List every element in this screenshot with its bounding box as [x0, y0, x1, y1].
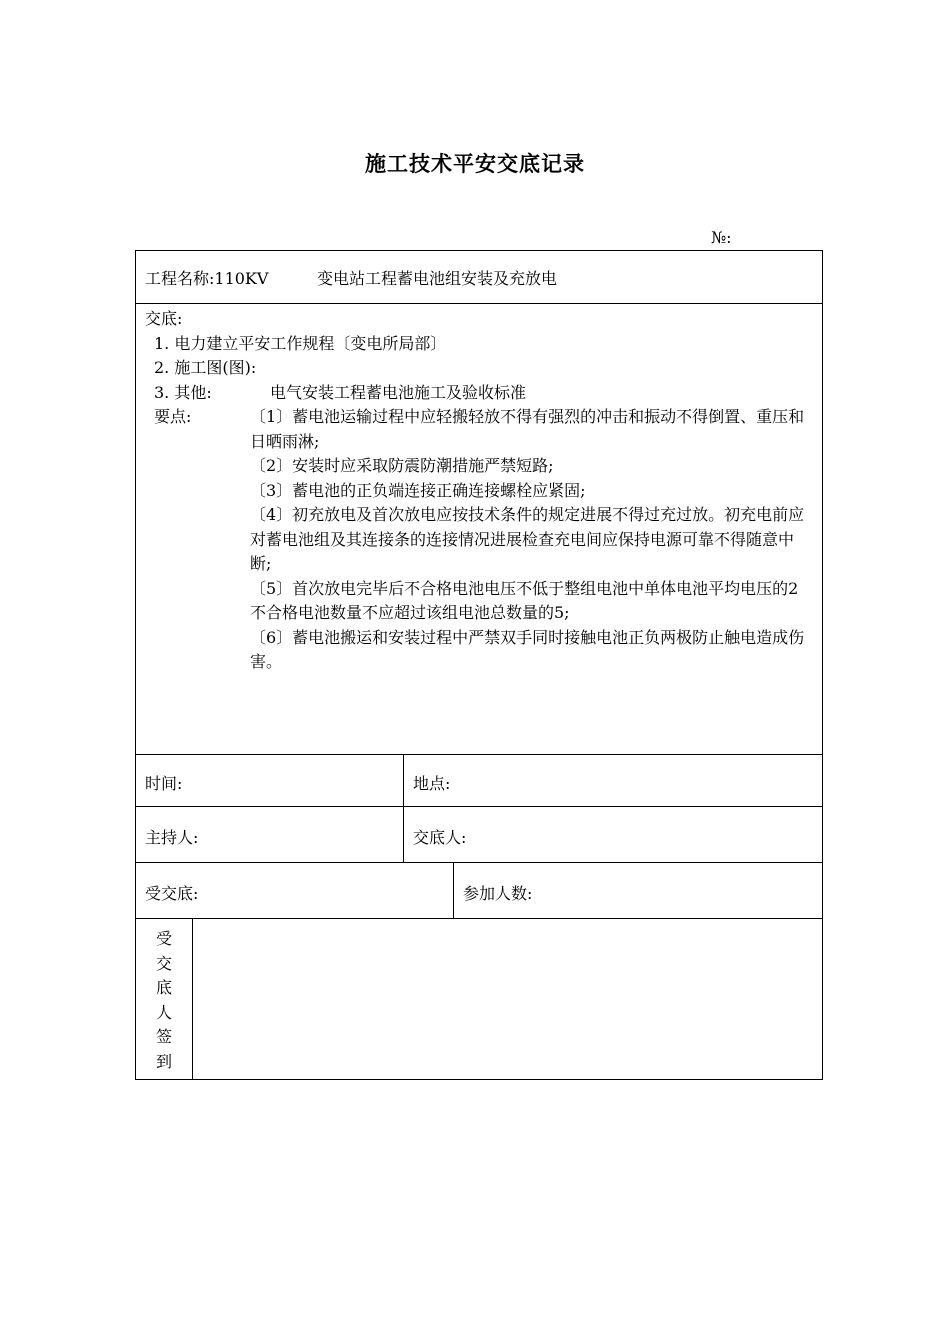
- disclosure-other-label: 3. 其他:: [154, 382, 212, 402]
- signature-label-char: 受: [155, 929, 172, 948]
- place-label: 地点:: [413, 774, 451, 793]
- document-number-label: №:: [711, 228, 732, 247]
- point-item: 〔4〕初充放电及首次放电应按技术条件的规定进展不得过充过放。初充电前应对蓄电池组及其连接条的连接情况进展检查充电间应保持电源可靠不得随意中断;: [250, 505, 805, 573]
- disclosure-item: 2. 施工图(图):: [154, 358, 257, 377]
- column-divider: [453, 863, 454, 919]
- host-label: 主持人:: [145, 828, 199, 847]
- host-discloser-row: [136, 807, 822, 863]
- disclosure-item: 1. 电力建立平安工作规程〔变电所局部〕: [154, 333, 447, 353]
- point-item: 〔6〕蓄电池搬运和安装过程中严禁双手同时接触电池正负两极防止触电造成伤害。: [250, 627, 805, 671]
- signature-label-char: 底: [155, 978, 172, 997]
- point-item: 〔3〕蓄电池的正负端连接正确连接螺栓应紧固;: [250, 480, 586, 500]
- disclosure-form: [135, 250, 823, 1080]
- signature-row: [136, 919, 822, 1079]
- signature-label-char: 签: [155, 1027, 172, 1046]
- signature-label-char: 交: [155, 953, 172, 973]
- signature-label: [136, 927, 192, 1074]
- receiver-participants-row: [136, 863, 822, 919]
- point-item: 〔5〕首次放电完毕后不合格电池电压不低于整组电池中单体电池平均电压的2不合格电池数量不应超过该组电池总数量的5;: [250, 578, 799, 622]
- time-label: 时间:: [145, 774, 183, 793]
- time-place-row: [136, 755, 822, 807]
- participants-label: 参加人数:: [463, 884, 533, 903]
- page-title: 施工技术平安交底记录: [365, 151, 585, 176]
- disclosure-label: 交底:: [145, 309, 183, 328]
- points-list: [250, 405, 810, 675]
- project-label: 工程名称:110KV: [145, 269, 269, 288]
- signature-label-char: 到: [155, 1051, 172, 1071]
- disclosure-other-value: 电气安装工程蓄电池施工及验收标准: [270, 382, 527, 402]
- point-item: 〔2〕安装时应采取防震防潮措施严禁短路;: [250, 456, 554, 475]
- signature-area[interactable]: [193, 919, 821, 1079]
- discloser-label: 交底人:: [413, 828, 467, 847]
- project-name: 变电站工程蓄电池组安装及充放电: [317, 269, 558, 288]
- column-divider: [403, 807, 404, 863]
- disclosure-row: [136, 304, 822, 755]
- point-item: 〔1〕蓄电池运输过程中应轻搬轻放不得有强烈的冲击和振动不得倒置、重压和日晒雨淋;: [250, 407, 805, 451]
- points-label: 要点:: [154, 407, 192, 426]
- project-row: [136, 251, 822, 304]
- column-divider: [403, 755, 404, 807]
- receiver-label: 受交底:: [145, 884, 199, 903]
- signature-label-char: 人: [155, 1002, 172, 1022]
